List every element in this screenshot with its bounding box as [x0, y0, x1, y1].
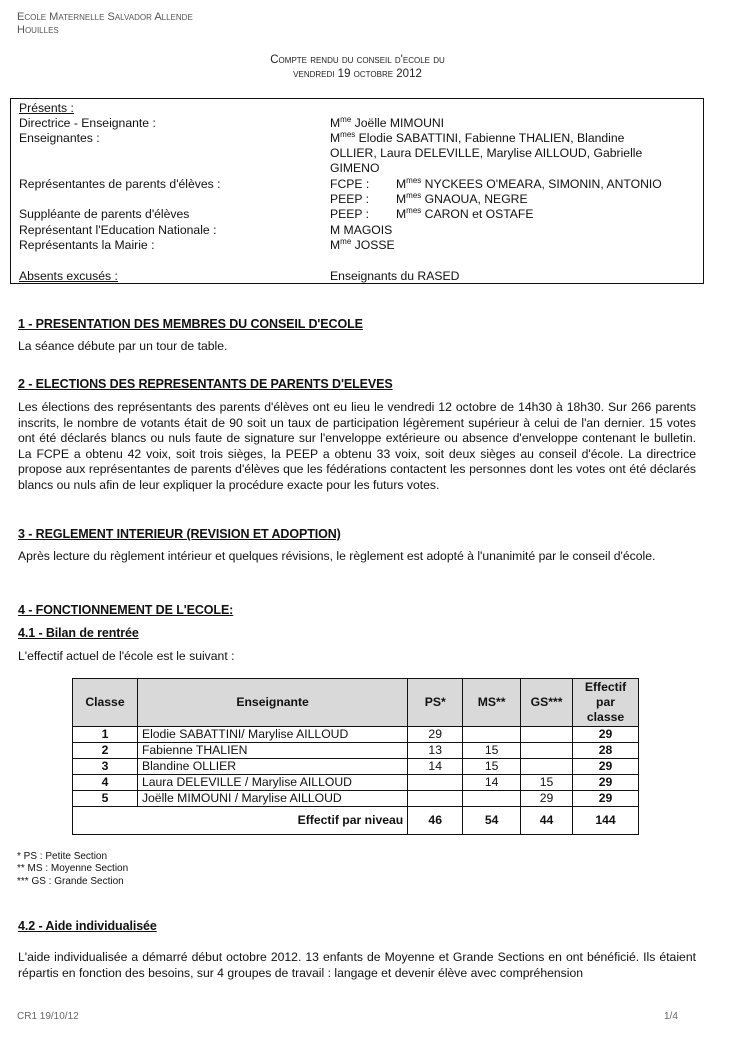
- education-nationale-value: M MAGOIS: [330, 223, 393, 237]
- table-row: 3 Blandine OLLIER 14 15 29: [73, 759, 639, 775]
- section-2-heading: 2 - ELECTIONS DES REPRESENTANTS DE PARENTS D'ELEVES: [18, 377, 393, 391]
- page-number: 1/4: [664, 1011, 678, 1022]
- document-title-line2: vendredi 19 octobre 2012: [293, 68, 422, 80]
- header-gs: GS***: [521, 679, 573, 727]
- header-effectif: Effectif par classe: [573, 679, 639, 727]
- absents-label: Absents excusés :: [19, 269, 118, 283]
- directrice-label: Directrice - Enseignante :: [19, 116, 156, 130]
- enseignantes-value-line1: $M^{mes}$ Elodie SABATTINI, Fabienne THALIEN, Blandine: [330, 130, 625, 145]
- document-title-line1: Compte rendu du conseil d'ecole du: [270, 54, 445, 66]
- section-4-2-heading: 4.2 - Aide individualisée: [18, 919, 157, 933]
- school-name: Ecole Maternelle Salvador Allende: [17, 11, 193, 23]
- section-4-heading: 4 - FONCTIONNEMENT DE L'ECOLE:: [18, 603, 234, 617]
- footnote-gs: *** GS : Grande Section: [17, 876, 124, 887]
- footnote-ps: * PS : Petite Section: [17, 851, 108, 862]
- header-classe: Classe: [73, 679, 138, 727]
- table-row: 5 Joëlle MIMOUNI / Marylise AILLOUD 29 29: [73, 791, 639, 807]
- peep-names: $M^{mes}$ GNAOUA, NEGRE: [396, 191, 528, 206]
- total-label: Effectif par niveau: [73, 807, 408, 835]
- absents-value: Enseignants du RASED: [330, 269, 460, 283]
- table-row: 4 Laura DELEVILLE / Marylise AILLOUD 14 15 29: [73, 775, 639, 791]
- section-4-1-text: L'effectif actuel de l'école est le suivant :: [18, 649, 235, 663]
- section-1-text: La séance débute par un tour de table.: [18, 339, 228, 353]
- section-3-heading: 3 - REGLEMENT INTERIEUR (REVISION ET ADOPTION): [18, 527, 341, 541]
- mairie-label: Représentants la Mairie :: [19, 238, 155, 252]
- section-2-text: Les élections des représentants des parents d'élèves ont eu lieu le vendredi 12 octobre de 14h30 à 18h30. Sur 266 parents inscrits, le nombre de votants était de 90 soit un taux de participation légèrement supérieur à celui de l'an dernier. 15 votes ont été déclarés blancs ou nuls faute de signature sur l'enveloppe extérieure ou absence d'enveloppe contenant le bulletin. La FCPE a obtenu 42 voix, soit trois sièges, la PEEP a obtenu 33 voix, soit deux sièges au conseil d'école. La directrice propose aux représentantes de parents d'élèves que les fédérations contactent les personnes dont les votes ont été déclarés blancs ou nuls afin de leur expliquer la procédure exacte pour les futurs votes.: [18, 400, 696, 492]
- enseignantes-value-line3: GIMENO: [330, 161, 380, 175]
- section-4-1-heading: 4.1 - Bilan de rentrée: [18, 626, 139, 640]
- effectif-table: [72, 678, 639, 835]
- section-4-2-text: L'aide individualisée a démarré début octobre 2012. 13 enfants de Moyenne et Grande Sections en ont bénéficié. Ils étaient répartis en fonction des besoins, sur 4 groupes de travail : langage et devenir élève avec compréhension: [18, 950, 696, 980]
- header-enseignante: Enseignante: [137, 679, 407, 727]
- enseignantes-label: Enseignantes :: [19, 131, 100, 145]
- presents-label: Présents :: [19, 101, 74, 115]
- suppleante-label: Suppléante de parents d'élèves: [19, 207, 190, 221]
- education-nationale-label: Représentant l'Education Nationale :: [19, 223, 217, 237]
- attendance-box: [10, 98, 704, 284]
- table-row: 1 Elodie SABATTINI/ Marylise AILLOUD 29 29: [73, 727, 639, 743]
- header-ms: MS**: [463, 679, 521, 727]
- table-row: 2 Fabienne THALIEN 13 15 28: [73, 743, 639, 759]
- section-1-heading: 1 - PRESENTATION DES MEMBRES DU CONSEIL D'ECOLE: [18, 317, 363, 331]
- school-city: Houilles: [17, 24, 59, 36]
- suppleante-names: $M^{mes}$ CARON et OSTAFE: [396, 206, 534, 221]
- suppleante-org: PEEP :: [330, 207, 370, 221]
- footer-reference: CR1 19/10/12: [17, 1011, 79, 1022]
- parents-label: Représentantes de parents d'élèves :: [19, 177, 221, 191]
- directrice-value: $M^{me}$ Joëlle MIMOUNI: [330, 115, 445, 130]
- section-3-text: Après lecture du règlement intérieur et quelques révisions, le règlement est adopté à l'unanimité par le conseil d'école.: [18, 549, 656, 563]
- mairie-value: $M^{me}$ JOSSE: [330, 237, 395, 252]
- table-header-row: [73, 679, 639, 727]
- fcpe-org: FCPE :: [330, 177, 370, 191]
- table-total-row: Effectif par niveau 46 54 44 144: [73, 807, 639, 835]
- footnote-ms: ** MS : Moyenne Section: [17, 863, 129, 874]
- peep-org: PEEP :: [330, 192, 370, 206]
- enseignantes-value-line2: OLLIER, Laura DELEVILLE, Marylise AILLOUD, Gabrielle: [330, 146, 643, 160]
- fcpe-names: $M^{mes}$ NYCKEES O'MEARA, SIMONIN, ANTONIO: [396, 176, 662, 191]
- header-ps: PS*: [408, 679, 463, 727]
